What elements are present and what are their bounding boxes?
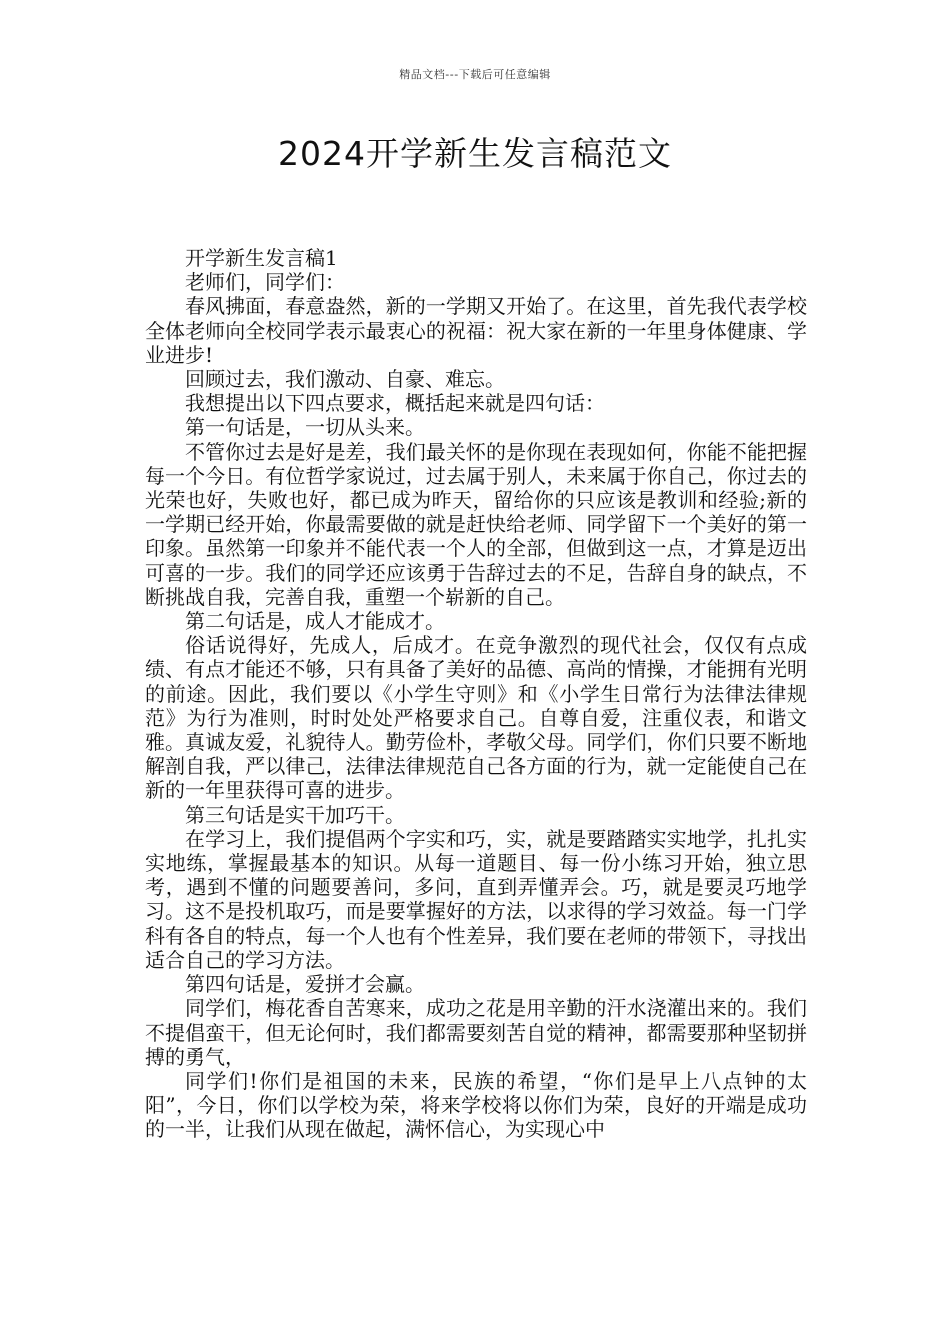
paragraph: 我想提出以下四点要求，概括起来就是四句话： — [185, 391, 605, 416]
paragraph: 老师们，同学们： — [185, 270, 345, 295]
header-note: 精品文档---下载后可任意编辑 — [399, 68, 551, 81]
paragraph: 第三句话是实干加巧干。 — [185, 802, 405, 827]
document-title: 2024开学新生发言稿范文 — [278, 134, 672, 173]
paragraph: 同学们!你们是祖国的未来，民族的希望，“你们是早上八点钟的太阳”，今日，你们以学校为荣，将来学校将以你们为荣，良好的开端是成功的一半，让我们从现在做起，满怀信心，为实现心中 — [145, 1068, 807, 1142]
paragraph: 回顾过去，我们激动、自豪、难忘。 — [185, 367, 505, 392]
paragraph: 开学新生发言稿1 — [185, 246, 338, 270]
paragraph: 第二句话是，成人才能成才。 — [185, 609, 445, 634]
paragraph: 同学们，梅花香自苦寒来，成功之花是用辛勤的汗水浇灌出来的。我们不提倡蛮干，但无论何时，我们都需要刻苦自觉的精神，都需要那种坚韧拼搏的勇气， — [145, 996, 807, 1069]
paragraph: 不管你过去是好是差，我们最关怀的是你现在表现如何，你能不能把握每一个今日。有位哲学家说过，过去属于别人，未来属于你自己，你过去的光荣也好，失败也好，都已成为昨天，留给你的只应该是教训和经验;新的一学期已经开始，你最需要做的就是赶快给老师、同学留下一个美好的第一印象。虽然第一印象并不能代表一个人的全部，但做到这一点，才算是迈出可喜的一步。我们的同学还应该勇于告辞过去的不足，告辞自身的缺点，不断挑战自我，完善自我，重塑一个崭新的自己。 — [145, 439, 807, 609]
paragraph: 第四句话是，爱拼才会赢。 — [185, 972, 425, 997]
paragraph: 俗话说得好，先成人，后成才。在竞争激烈的现代社会，仅仅有点成绩、有点才能还不够，只有具备了美好的品德、高尚的情操，才能拥有光明的前途。因此，我们要以《小学生守则》和《小学生日常行为法律法律规范》为行为准则，时时处处严格要求自己。自尊自爱，注重仪表，和谐文雅。真诚友爱，礼貌待人。勤劳俭朴，孝敬父母。同学们，你们只要不断地解剖自我，严以律己，法律法律规范自己各方面的行为，就一定能使自己在新的一年里获得可喜的进步。 — [145, 633, 807, 803]
paragraph: 第一句话是，一切从头来。 — [185, 415, 425, 440]
paragraph: 在学习上，我们提倡两个字实和巧，实，就是要踏踏实实地学，扎扎实实地练，掌握最基本的知识。从每一道题目、每一份小练习开始，独立思考，遇到不懂的问题要善问，多问，直到弄懂弄会。巧，就是要灵巧地学习。这不是投机取巧，而是要掌握好的方法，以求得的学习效益。每一门学科有各自的特点，每一个人也有个性差异，我们要在老师的带领下，寻找出适合自己的学习方法。 — [145, 826, 807, 972]
paragraph: 春风拂面，春意盎然，新的一学期又开始了。在这里，首先我代表学校全体老师向全校同学表示最衷心的祝福：祝大家在新的一年里身体健康、学业进步! — [145, 294, 807, 367]
document-body — [145, 246, 807, 1142]
